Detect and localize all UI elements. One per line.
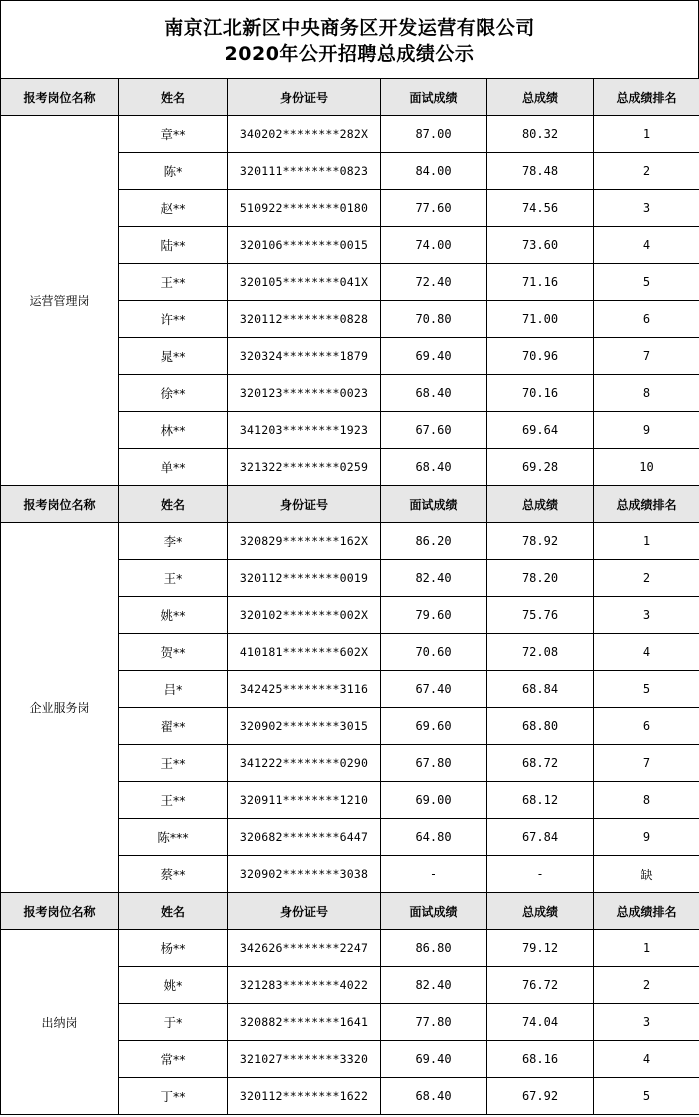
cell-name: 王**	[119, 782, 228, 819]
cell-rank: 4	[594, 1041, 699, 1078]
table-row	[1, 523, 699, 560]
cell-id-number: 341222********0290	[228, 745, 381, 782]
cell-rank: 2	[594, 560, 699, 597]
cell-rank: 10	[594, 449, 699, 486]
cell-id-number: 320882********1641	[228, 1004, 381, 1041]
cell-rank: 缺	[594, 856, 699, 893]
cell-name: 翟**	[119, 708, 228, 745]
cell-total-score: 75.76	[487, 597, 594, 634]
cell-position: 出纳岗	[1, 930, 119, 1115]
table-row	[1, 116, 699, 153]
cell-interview-score: -	[381, 856, 487, 893]
cell-interview-score: 74.00	[381, 227, 487, 264]
cell-name: 单**	[119, 449, 228, 486]
cell-id-number: 320102********002X	[228, 597, 381, 634]
title-subject: 2020年公开招聘总成绩公示	[224, 43, 475, 65]
cell-name: 林**	[119, 412, 228, 449]
cell-rank: 3	[594, 190, 699, 227]
cell-id-number: 320902********3015	[228, 708, 381, 745]
cell-name: 赵**	[119, 190, 228, 227]
header-position: 报考岗位名称	[1, 79, 119, 116]
header-row	[1, 79, 699, 116]
cell-id-number: 320324********1879	[228, 338, 381, 375]
cell-interview-score: 68.40	[381, 375, 487, 412]
cell-total-score: 68.16	[487, 1041, 594, 1078]
cell-total-score: -	[487, 856, 594, 893]
cell-id-number: 320112********1622	[228, 1078, 381, 1115]
cell-rank: 8	[594, 375, 699, 412]
cell-rank: 5	[594, 671, 699, 708]
cell-interview-score: 69.60	[381, 708, 487, 745]
header-row	[1, 486, 699, 523]
cell-rank: 2	[594, 967, 699, 1004]
cell-id-number: 321322********0259	[228, 449, 381, 486]
cell-rank: 3	[594, 597, 699, 634]
cell-name: 李*	[119, 523, 228, 560]
cell-total-score: 67.84	[487, 819, 594, 856]
table-row	[1, 930, 699, 967]
cell-name: 章**	[119, 116, 228, 153]
cell-id-number: 320902********3038	[228, 856, 381, 893]
cell-id-number: 321283********4022	[228, 967, 381, 1004]
cell-rank: 1	[594, 930, 699, 967]
header-interview: 面试成绩	[381, 79, 487, 116]
cell-name: 徐**	[119, 375, 228, 412]
cell-rank: 8	[594, 782, 699, 819]
cell-id-number: 320911********1210	[228, 782, 381, 819]
cell-name: 常**	[119, 1041, 228, 1078]
cell-interview-score: 77.80	[381, 1004, 487, 1041]
cell-rank: 4	[594, 227, 699, 264]
header-id: 身份证号	[228, 79, 381, 116]
cell-total-score: 72.08	[487, 634, 594, 671]
header-position: 报考岗位名称	[1, 486, 119, 523]
cell-rank: 6	[594, 708, 699, 745]
cell-rank: 4	[594, 634, 699, 671]
cell-total-score: 69.28	[487, 449, 594, 486]
cell-name: 晁**	[119, 338, 228, 375]
cell-id-number: 410181********602X	[228, 634, 381, 671]
document-title	[0, 0, 699, 78]
cell-name: 王*	[119, 560, 228, 597]
header-total: 总成绩	[487, 893, 594, 930]
cell-total-score: 74.56	[487, 190, 594, 227]
cell-name: 陈***	[119, 819, 228, 856]
cell-interview-score: 70.80	[381, 301, 487, 338]
header-name: 姓名	[119, 79, 228, 116]
cell-rank: 5	[594, 1078, 699, 1115]
results-table	[0, 78, 699, 1115]
cell-id-number: 320123********0023	[228, 375, 381, 412]
cell-total-score: 79.12	[487, 930, 594, 967]
cell-id-number: 321027********3320	[228, 1041, 381, 1078]
cell-total-score: 67.92	[487, 1078, 594, 1115]
header-position: 报考岗位名称	[1, 893, 119, 930]
cell-interview-score: 67.40	[381, 671, 487, 708]
cell-position: 运营管理岗	[1, 116, 119, 486]
header-total: 总成绩	[487, 79, 594, 116]
cell-name: 贺**	[119, 634, 228, 671]
cell-interview-score: 86.80	[381, 930, 487, 967]
cell-rank: 1	[594, 523, 699, 560]
cell-interview-score: 86.20	[381, 523, 487, 560]
cell-name: 杨**	[119, 930, 228, 967]
cell-total-score: 71.00	[487, 301, 594, 338]
cell-id-number: 320829********162X	[228, 523, 381, 560]
cell-interview-score: 79.60	[381, 597, 487, 634]
cell-rank: 5	[594, 264, 699, 301]
cell-total-score: 78.20	[487, 560, 594, 597]
cell-interview-score: 70.60	[381, 634, 487, 671]
cell-interview-score: 69.00	[381, 782, 487, 819]
header-interview: 面试成绩	[381, 893, 487, 930]
results-table-body	[1, 79, 699, 1115]
cell-interview-score: 64.80	[381, 819, 487, 856]
header-interview: 面试成绩	[381, 486, 487, 523]
cell-rank: 1	[594, 116, 699, 153]
cell-total-score: 73.60	[487, 227, 594, 264]
cell-name: 陈*	[119, 153, 228, 190]
cell-id-number: 342626********2247	[228, 930, 381, 967]
cell-interview-score: 69.40	[381, 338, 487, 375]
cell-rank: 3	[594, 1004, 699, 1041]
cell-total-score: 76.72	[487, 967, 594, 1004]
cell-total-score: 70.96	[487, 338, 594, 375]
cell-name: 姚**	[119, 597, 228, 634]
cell-rank: 2	[594, 153, 699, 190]
cell-interview-score: 69.40	[381, 1041, 487, 1078]
cell-name: 蔡**	[119, 856, 228, 893]
cell-id-number: 320111********0823	[228, 153, 381, 190]
cell-id-number: 341203********1923	[228, 412, 381, 449]
header-name: 姓名	[119, 893, 228, 930]
cell-total-score: 78.48	[487, 153, 594, 190]
cell-interview-score: 82.40	[381, 560, 487, 597]
cell-rank: 7	[594, 338, 699, 375]
cell-total-score: 68.12	[487, 782, 594, 819]
cell-name: 于*	[119, 1004, 228, 1041]
cell-interview-score: 68.40	[381, 1078, 487, 1115]
cell-rank: 9	[594, 412, 699, 449]
cell-total-score: 68.84	[487, 671, 594, 708]
header-id: 身份证号	[228, 486, 381, 523]
header-rank: 总成绩排名	[594, 893, 699, 930]
cell-interview-score: 68.40	[381, 449, 487, 486]
cell-total-score: 68.80	[487, 708, 594, 745]
header-name: 姓名	[119, 486, 228, 523]
cell-interview-score: 82.40	[381, 967, 487, 1004]
cell-name: 吕*	[119, 671, 228, 708]
cell-name: 姚*	[119, 967, 228, 1004]
cell-total-score: 69.64	[487, 412, 594, 449]
cell-id-number: 320112********0828	[228, 301, 381, 338]
cell-total-score: 78.92	[487, 523, 594, 560]
cell-id-number: 342425********3116	[228, 671, 381, 708]
header-row	[1, 893, 699, 930]
cell-id-number: 320112********0019	[228, 560, 381, 597]
cell-name: 王**	[119, 264, 228, 301]
cell-interview-score: 72.40	[381, 264, 487, 301]
cell-name: 陆**	[119, 227, 228, 264]
title-company: 南京江北新区中央商务区开发运营有限公司	[164, 17, 535, 39]
cell-rank: 7	[594, 745, 699, 782]
cell-interview-score: 67.80	[381, 745, 487, 782]
cell-interview-score: 67.60	[381, 412, 487, 449]
cell-total-score: 74.04	[487, 1004, 594, 1041]
header-id: 身份证号	[228, 893, 381, 930]
cell-total-score: 68.72	[487, 745, 594, 782]
cell-rank: 6	[594, 301, 699, 338]
cell-name: 丁**	[119, 1078, 228, 1115]
header-rank: 总成绩排名	[594, 486, 699, 523]
cell-id-number: 340202********282X	[228, 116, 381, 153]
cell-interview-score: 87.00	[381, 116, 487, 153]
header-total: 总成绩	[487, 486, 594, 523]
cell-total-score: 70.16	[487, 375, 594, 412]
cell-id-number: 320105********041X	[228, 264, 381, 301]
cell-position: 企业服务岗	[1, 523, 119, 893]
cell-name: 王**	[119, 745, 228, 782]
cell-total-score: 71.16	[487, 264, 594, 301]
cell-id-number: 320682********6447	[228, 819, 381, 856]
cell-rank: 9	[594, 819, 699, 856]
cell-name: 许**	[119, 301, 228, 338]
cell-interview-score: 84.00	[381, 153, 487, 190]
cell-total-score: 80.32	[487, 116, 594, 153]
cell-interview-score: 77.60	[381, 190, 487, 227]
cell-id-number: 320106********0015	[228, 227, 381, 264]
cell-id-number: 510922********0180	[228, 190, 381, 227]
header-rank: 总成绩排名	[594, 79, 699, 116]
